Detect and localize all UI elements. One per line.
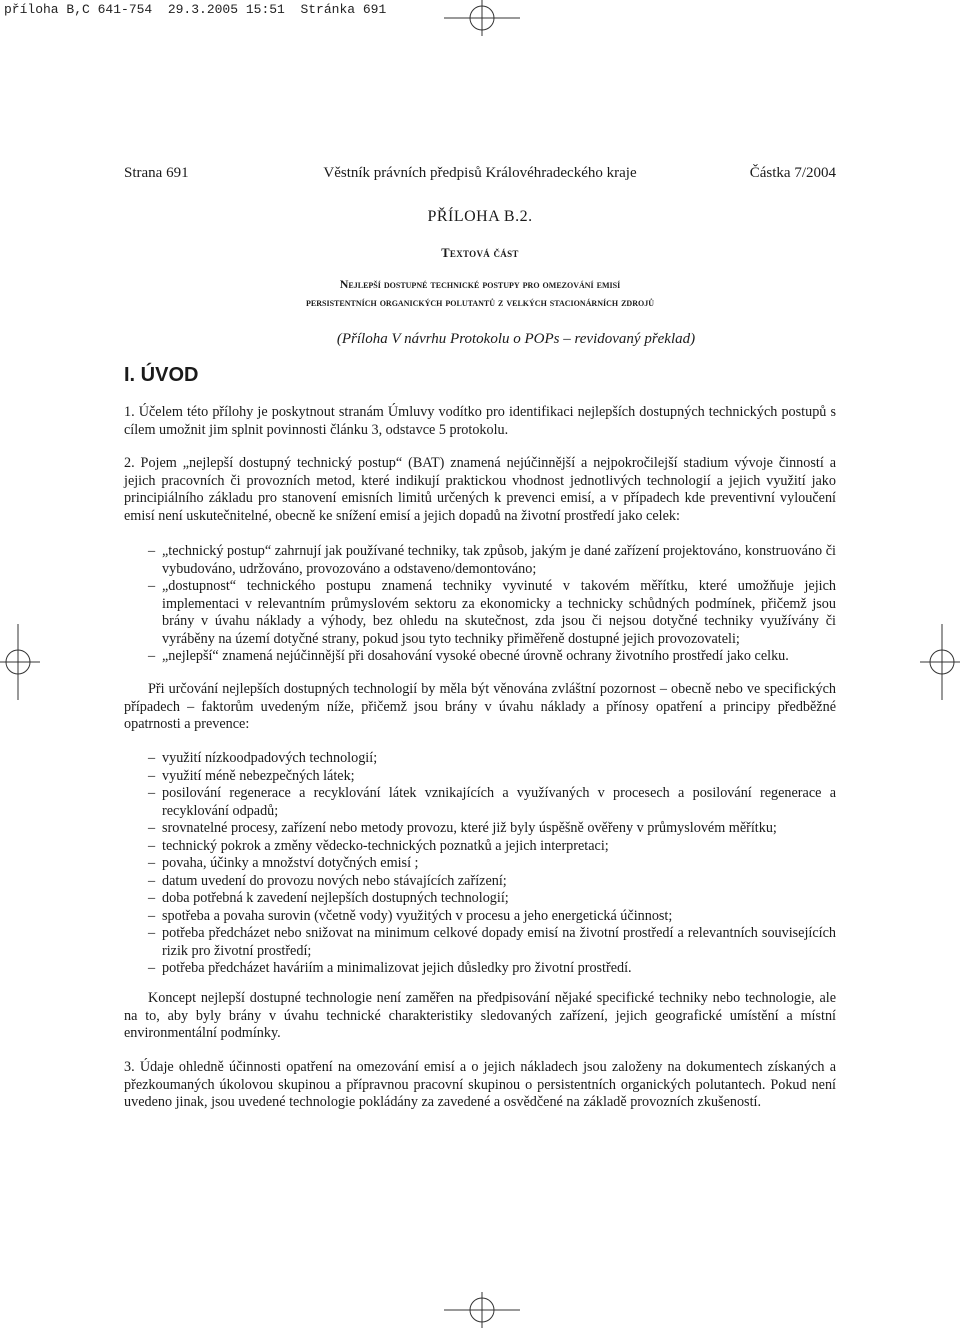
list-item: – potřeba předcházet nebo snižovat na minimum celkové dopady emisí na životní prostředí a relevantních souvisejících rizik pro životní prostředí; (148, 925, 836, 959)
list-item: – „technický postup“ zahrnují jak používané techniky, tak způsob, jakým je dané zařízení projektováno, konstruováno či vybudováno, udržováno, provozováno a odstaveno/demontováno; (148, 543, 836, 577)
list-item: – „dostupnost“ technického postupu znamená techniky vyvinuté v takovém měřítku, které umožňuje jejich implementaci v relevantním průmyslovém sektoru za ekonomicky a technicky schůdných podmínek, přičemž jsou brány v úvahu náklady a výhody, bez ohledu na skutečnost, zda jsou či nejsou dotyčné techniky využívány či vyráběny na území dotyčné strany, pokud jsou tyto techniky přiměřeně dostupné jejich provozovateli; (148, 578, 836, 647)
list-item: – využití méně nebezpečných látek; (148, 767, 355, 784)
list-item: – využití nízkoodpadových technologií; (148, 750, 378, 766)
paragraph-2-text: 2. Pojem „nejlepší dostupný technický postup“ (BAT) znamená nejúčinnější a nejpokročilejší stadium vývoje činností a jejich pracovních či provozních metod, které indikují praktickou vhodnost jednotlivých technologií a jejich využití jako principiálního základu pro stanovení emisních limitů určených k prevenci emisí, a v případech kde preventivní vyloučení emisí není uskutečnitelné, obecně ke snížení emisí a jejich dopadů na životní prostředí jako celek: (124, 455, 836, 524)
list-factors (124, 750, 836, 978)
paragraph-1 (124, 404, 836, 439)
subtitle: Textová část (441, 246, 519, 260)
list-item: – doba potřebná k zavedení nejlepších dostupných technologií; (148, 890, 509, 906)
journal-title: Věstník právních předpisů Královéhradeckého kraje (323, 165, 637, 181)
paragraph-3-text: Při určování nejlepších dostupných technologií by měla být věnována zvláštní pozornost – obecně nebo ve specifických případech – faktorům uvedeným níže, přičemž jsou brány v úvahu náklady a přínosy opatření a principy předběžné opatrnosti a prevence: (124, 681, 836, 732)
print-slug: příloha B,C 641-754 29.3.2005 15:51 Stránka 691 (4, 2, 387, 17)
paragraph-4 (124, 990, 836, 1043)
section-title: I. ÚVOD (124, 364, 199, 386)
heading-line-2: persistentních organických polutantů z velkých stacionárních zdrojů (306, 295, 654, 309)
page-number: Strana 691 (124, 165, 189, 181)
italic-note: (Příloha V návrhu Protokolu o POPs – revidovaný překlad) (336, 331, 696, 347)
heading-line-1: Nejlepší dostupné technické postupy pro omezování emisí (339, 277, 621, 291)
list-item: – „nejlepší“ znamená nejúčinnější při dosahování vysoké obecné úrovně ochrany životního prostředí jako celku. (148, 648, 789, 664)
list-item: – srovnatelné procesy, zařízení nebo metody provozu, které již byly úspěšně ověřeny v průmyslovém měřítku; (148, 820, 777, 836)
registration-mark-left (0, 624, 40, 700)
paragraph-5 (124, 1059, 836, 1112)
issue-number: Částka 7/2004 (749, 165, 836, 181)
registration-mark-top (444, 0, 520, 36)
list-item: – potřeba předcházet haváriím a minimalizovat jejich důsledky pro životní prostředí. (148, 960, 632, 976)
list-item: – povaha, účinky a množství dotyčných emisí ; (148, 855, 419, 871)
paragraph-1-text: 1. Účelem této přílohy je poskytnout stranám Úmluvy vodítko pro identifikaci nejlepších dostupných technických postupů s cílem umožnit jim splnit povinnosti článku 3, odstavce 5 protokolu. (124, 404, 836, 438)
paragraph-4-text: Koncept nejlepší dostupné technologie není zaměřen na předpisování nějaké specifické techniky nebo technologie, ale na to, aby byly brány v úvahu technické charakteristiky sledovaných zařízení, jejich geografické umístění a místní environmentální podmínky. (124, 990, 836, 1041)
registration-mark-bottom (444, 1292, 520, 1328)
registration-mark-right (920, 624, 960, 700)
list-item: – technický pokrok a změny vědecko-technických poznatků a jejich interpretaci; (148, 837, 609, 854)
paragraph-3 (124, 681, 836, 734)
document-heading (124, 275, 836, 311)
list-item: – spotřeba a povaha surovin (včetně vody) využitých v procesu a jeho energetická účinnost; (148, 907, 673, 924)
paragraph-5-text: 3. Údaje ohledně účinnosti opatření na omezování emisí a o jejich nákladech jsou založeny na dokumentech získaných a přezkoumaných úkolovou skupinou a přípravnou pracovní skupinou o persistentních organických polutantech. Pokud není uvedeno jinak, jsou uvedené technologie pokládány za zavedené a osvědčené na základě provozních zkušeností. (124, 1059, 836, 1110)
list-item: – datum uvedení do provozu nových nebo stávajících zařízení; (148, 872, 507, 889)
paragraph-2 (124, 455, 836, 525)
list-definitions (124, 543, 836, 666)
list-item: – posilování regenerace a recyklování látek vznikajících a využívaných v procesech a posilování regenerace a recyklování odpadů; (148, 785, 836, 819)
appendix-title: PŘÍLOHA B.2. (427, 208, 533, 225)
